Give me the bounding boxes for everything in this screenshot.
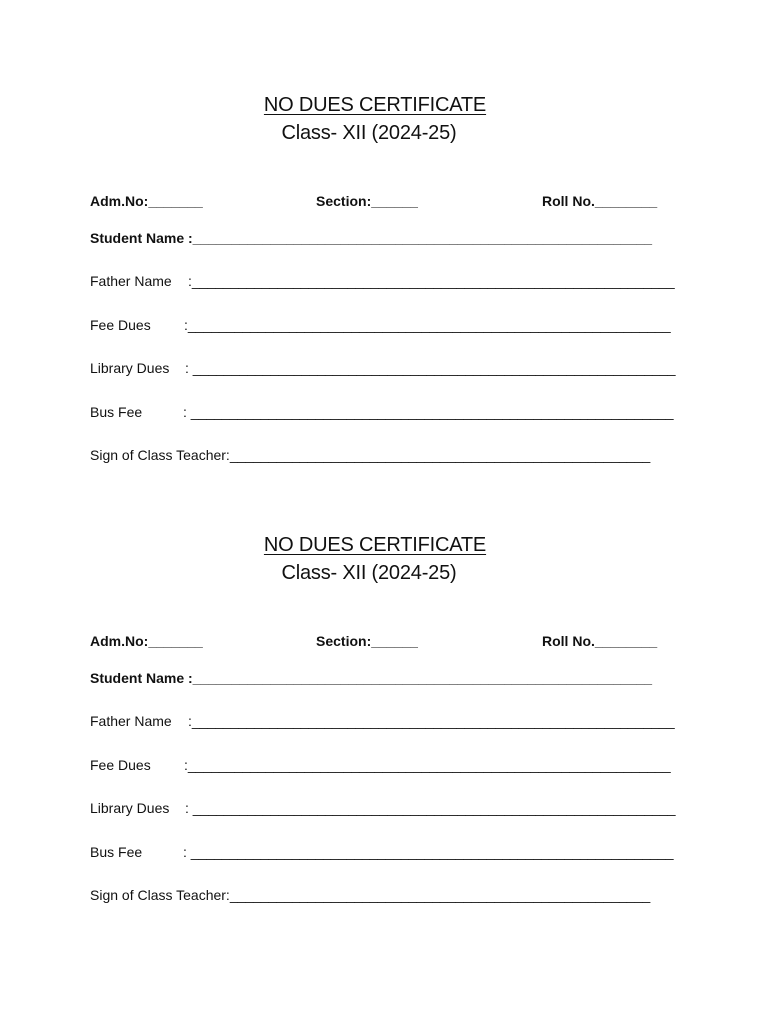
- student-name-field: Student Name :___________________________________________________________: [90, 230, 653, 246]
- fee-dues-line: :______________________________________________________________: [184, 317, 671, 333]
- fee-dues-label: Fee Dues: [90, 757, 151, 773]
- library-dues-label: Library Dues: [90, 800, 170, 816]
- bus-fee-line: : ______________________________________________________________: [183, 404, 674, 420]
- section-field: Section:______: [316, 193, 418, 209]
- roll-no-field: Roll No.________: [542, 633, 658, 649]
- fee-dues-field: [90, 316, 671, 334]
- section-field: Section:______: [316, 633, 418, 649]
- admission-details-row: [90, 192, 670, 210]
- no-dues-certificate-1: [0, 93, 768, 493]
- adm-no-field: Adm.No:_______: [90, 193, 203, 209]
- library-dues-label: Library Dues: [90, 360, 170, 376]
- library-dues-line: : ______________________________________________________________: [185, 800, 676, 816]
- father-name-line: :______________________________________________________________: [188, 273, 675, 289]
- fee-dues-label: Fee Dues: [90, 317, 151, 333]
- no-dues-certificate-2: [0, 533, 768, 933]
- fee-dues-line: :______________________________________________________________: [184, 757, 671, 773]
- father-name-line: :______________________________________________________________: [188, 713, 675, 729]
- roll-no-field: Roll No.________: [542, 193, 658, 209]
- class-teacher-sign-field: Sign of Class Teacher:______________________________________________________: [90, 447, 651, 463]
- library-dues-line: : ______________________________________________________________: [185, 360, 676, 376]
- certificate-class: Class- XII (2024-25): [281, 122, 457, 144]
- student-name-field: Student Name :___________________________________________________________: [90, 670, 653, 686]
- adm-no-field: Adm.No:_______: [90, 633, 203, 649]
- certificate-title: NO DUES CERTIFICATE: [263, 94, 487, 116]
- father-name-field: [90, 272, 675, 290]
- certificate-class: Class- XII (2024-25): [281, 562, 457, 584]
- bus-fee-label: Bus Fee: [90, 404, 143, 420]
- library-dues-field: [90, 799, 676, 817]
- fee-dues-field: [90, 756, 671, 774]
- certificate-title: NO DUES CERTIFICATE: [263, 534, 487, 556]
- father-name-field: [90, 712, 675, 730]
- bus-fee-line: : ______________________________________________________________: [183, 844, 674, 860]
- father-name-label: Father Name: [90, 273, 172, 289]
- library-dues-field: [90, 359, 676, 377]
- bus-fee-field: [90, 403, 674, 421]
- bus-fee-label: Bus Fee: [90, 844, 143, 860]
- father-name-label: Father Name: [90, 713, 172, 729]
- admission-details-row: [90, 632, 670, 650]
- class-teacher-sign-field: Sign of Class Teacher:______________________________________________________: [90, 887, 651, 903]
- bus-fee-field: [90, 843, 674, 861]
